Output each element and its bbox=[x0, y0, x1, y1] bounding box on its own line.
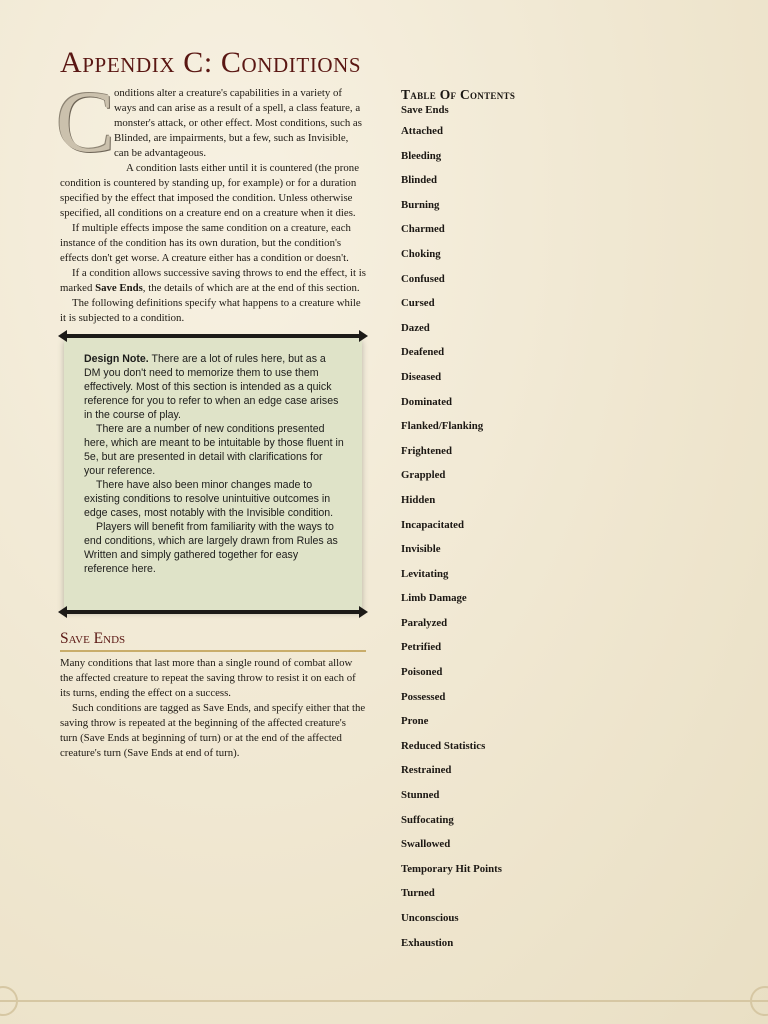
save-ends-text bbox=[60, 656, 366, 761]
toc-item-suffocating[interactable]: Suffocating bbox=[401, 813, 454, 826]
toc-item-blinded[interactable]: Blinded bbox=[401, 174, 438, 187]
save-ends-term: Save Ends bbox=[95, 282, 143, 294]
toc-item-temporary-hit-points[interactable]: Temporary Hit Points bbox=[401, 862, 502, 875]
toc-item-turned[interactable]: Turned bbox=[401, 887, 435, 900]
toc-item-stunned[interactable]: Stunned bbox=[401, 789, 440, 802]
intro-paragraph-4-tail: , the details of which are at the end of this section. bbox=[142, 282, 360, 294]
toc-item-limb-damage[interactable]: Limb Damage bbox=[401, 592, 467, 605]
save-ends-paragraph-2: Such conditions are tagged as Save Ends, and specify either that the saving throw is repeated at the beginning of the affected creature's turn (Save Ends at beginning of turn) or at the end of the affected creature's turn (Save Ends at end of turn). bbox=[60, 702, 366, 759]
toc-item-attached[interactable]: Attached bbox=[401, 125, 443, 137]
drop-cap: C bbox=[56, 74, 115, 171]
toc-list bbox=[401, 103, 721, 960]
design-note-box bbox=[60, 334, 366, 614]
footer-right-ornament bbox=[750, 986, 768, 1016]
toc-item-flanked[interactable]: Flanked/Flanking bbox=[401, 420, 484, 433]
note-bottom-bar bbox=[62, 610, 364, 614]
toc-item-hidden[interactable]: Hidden bbox=[401, 493, 436, 506]
intro-paragraph-1: onditions alter a creature's capabilities in a variety of ways and can arise as a result of a spell, a class feature, a monster's attack, or other effect. Most conditions, such as Blinded, are impairments, but a few, such as Invisible, can be advantageous. bbox=[114, 87, 362, 159]
toc-item-exhaustion[interactable]: Exhaustion bbox=[401, 936, 454, 949]
design-note-paragraph-1-text: There are a lot of rules here, but as a DM you don't need to memorize them to use them effectively. Most of this section is intended as a quick reference for you to refer to when an edge case arises in the course of play. bbox=[84, 353, 339, 421]
toc-item-deafened[interactable]: Deafened bbox=[401, 346, 445, 359]
toc-item-cursed[interactable]: Cursed bbox=[401, 297, 435, 310]
design-note-content bbox=[64, 338, 362, 610]
toc-item-unconscious[interactable]: Unconscious bbox=[401, 912, 459, 924]
toc-heading: Table Of Contents bbox=[401, 87, 516, 102]
toc-item-frightened[interactable]: Frightened bbox=[401, 444, 452, 457]
design-note-paragraph-2: There are a number of new conditions presented here, which are meant to be intuitable by those fluent in 5e, but are presented in detail with clarifications for your reference. bbox=[84, 423, 344, 477]
toc-item-possessed[interactable]: Possessed bbox=[401, 690, 446, 703]
intro-paragraph-5: The following definitions specify what happens to a creature while it is subjected to a condition. bbox=[60, 297, 361, 324]
toc-item-incapacitated[interactable]: Incapacitated bbox=[401, 518, 464, 531]
table-of-contents bbox=[401, 87, 721, 960]
toc-item-grappled[interactable]: Grappled bbox=[401, 469, 446, 482]
toc-item-burning[interactable]: Burning bbox=[401, 198, 440, 211]
intro-paragraph-4 bbox=[60, 266, 366, 296]
toc-item-paralyzed[interactable]: Paralyzed bbox=[401, 616, 448, 629]
toc-item-confused[interactable]: Confused bbox=[401, 272, 445, 285]
toc-item-charmed[interactable]: Charmed bbox=[401, 223, 445, 236]
toc-item-swallowed[interactable]: Swallowed bbox=[401, 838, 451, 851]
toc-item-save-ends[interactable]: Save Ends bbox=[401, 104, 449, 116]
design-note-paragraph-4: Players will benefit from familiarity with the ways to end conditions, which are largely drawn from Rules as Written and simply gathered together for easy reference here. bbox=[84, 521, 338, 575]
design-note-paragraph-3: There have also been minor changes made to existing conditions to resolve unintuitive outcomes in edge cases, most notably with the Invisible condition. bbox=[84, 479, 334, 519]
main-column bbox=[56, 74, 366, 761]
save-ends-heading: Save Ends bbox=[60, 630, 366, 652]
design-note-label: Design Note. bbox=[84, 353, 149, 365]
footer-left-ornament bbox=[0, 986, 18, 1016]
footer-rule bbox=[0, 1000, 768, 1002]
toc-item-choking[interactable]: Choking bbox=[401, 247, 441, 260]
page-title: Appendix C: Conditions bbox=[60, 46, 362, 79]
intro-paragraph-4-text: If a condition allows successive saving throws to end the effect, it is marked bbox=[60, 267, 366, 294]
intro-text bbox=[56, 74, 366, 326]
toc-item-dazed[interactable]: Dazed bbox=[401, 321, 430, 334]
note-top-bar bbox=[62, 334, 364, 338]
toc-item-reduced-statistics[interactable]: Reduced Statistics bbox=[401, 739, 486, 752]
toc-item-diseased[interactable]: Diseased bbox=[401, 370, 442, 383]
toc-item-restrained[interactable]: Restrained bbox=[401, 764, 452, 777]
toc-item-petrified[interactable]: Petrified bbox=[401, 641, 442, 654]
toc-item-invisible[interactable]: Invisible bbox=[401, 543, 441, 556]
toc-item-prone[interactable]: Prone bbox=[401, 715, 429, 728]
design-note-paragraph-1 bbox=[84, 352, 344, 422]
toc-item-poisoned[interactable]: Poisoned bbox=[401, 666, 443, 679]
intro-paragraph-3: If multiple effects impose the same condition on a creature, each instance of the condition has its own duration, but the condition's effects don't get worse. A creature either has a condition or doesn't. bbox=[60, 222, 351, 264]
toc-item-bleeding[interactable]: Bleeding bbox=[401, 149, 442, 162]
toc-item-dominated[interactable]: Dominated bbox=[401, 395, 452, 408]
toc-item-levitating[interactable]: Levitating bbox=[401, 567, 449, 580]
intro-paragraph-2: A condition lasts either until it is countered (the prone condition is countered by standing up, for example) or for a duration specified by the effect that imposed the condition. Unless otherwise specified, all conditions on a creature end on a creature when it dies. bbox=[60, 162, 359, 219]
save-ends-paragraph-1: Many conditions that last more than a single round of combat allow the affected creature to repeat the saving throw to resist it on each of its turns, ending the effect on a success. bbox=[60, 657, 356, 699]
